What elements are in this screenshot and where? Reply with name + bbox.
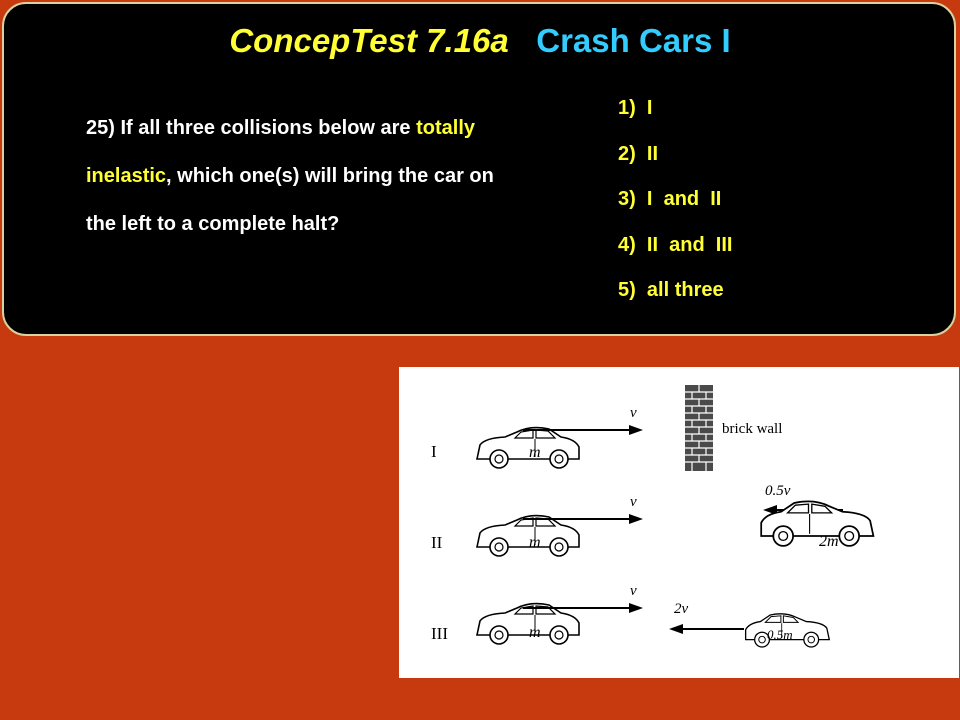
answer-option-1: 1) I (618, 97, 653, 119)
velocity-label-row-2: v (630, 494, 637, 510)
answer-option-3: 3) I and II (618, 188, 722, 210)
velocity-label-row-3: v (630, 583, 637, 599)
answer-option-5: 5) all three (618, 279, 724, 301)
brick-wall-icon (685, 385, 713, 471)
collision-diagram (399, 367, 959, 678)
right-car-mass-row-3: 0.5m (767, 627, 793, 642)
brick-wall-label: brick wall (722, 421, 783, 437)
row-label-1: I (431, 442, 437, 461)
left-car-mass-row-2: m (529, 534, 541, 551)
question-highlight: totally inelastic (86, 117, 476, 187)
left-car-row-1 (477, 428, 579, 468)
right-car-mass-row-2: 2m (819, 533, 839, 550)
right-car-row-2 (761, 501, 873, 546)
left-car-mass-row-1: m (529, 444, 541, 461)
velocity-label-row-1: v (630, 405, 637, 421)
question-suffix: , which one(s) will bring the car on the left to a complete halt? (86, 165, 494, 235)
row-label-3: III (431, 624, 448, 643)
answer-option-4: 4) II and III (618, 233, 733, 256)
left-car-row-3 (477, 604, 579, 644)
right-car-velocity-label-row-3: 2v (674, 601, 689, 617)
question-prefix: 25) If all three collisions below are (86, 117, 417, 139)
right-car-velocity-label-row-2: 0.5v (765, 483, 791, 499)
left-car-row-2 (477, 516, 579, 556)
row-label-2: II (431, 533, 443, 552)
answer-option-2: 2) II (618, 142, 659, 165)
slide-title (0, 22, 960, 60)
question-text (86, 104, 506, 248)
answer-options (618, 88, 732, 316)
title-concept: ConcepTest 7.16a (229, 22, 509, 59)
title-topic: Crash Cars I (536, 22, 731, 59)
left-car-mass-row-3: m (529, 624, 541, 641)
